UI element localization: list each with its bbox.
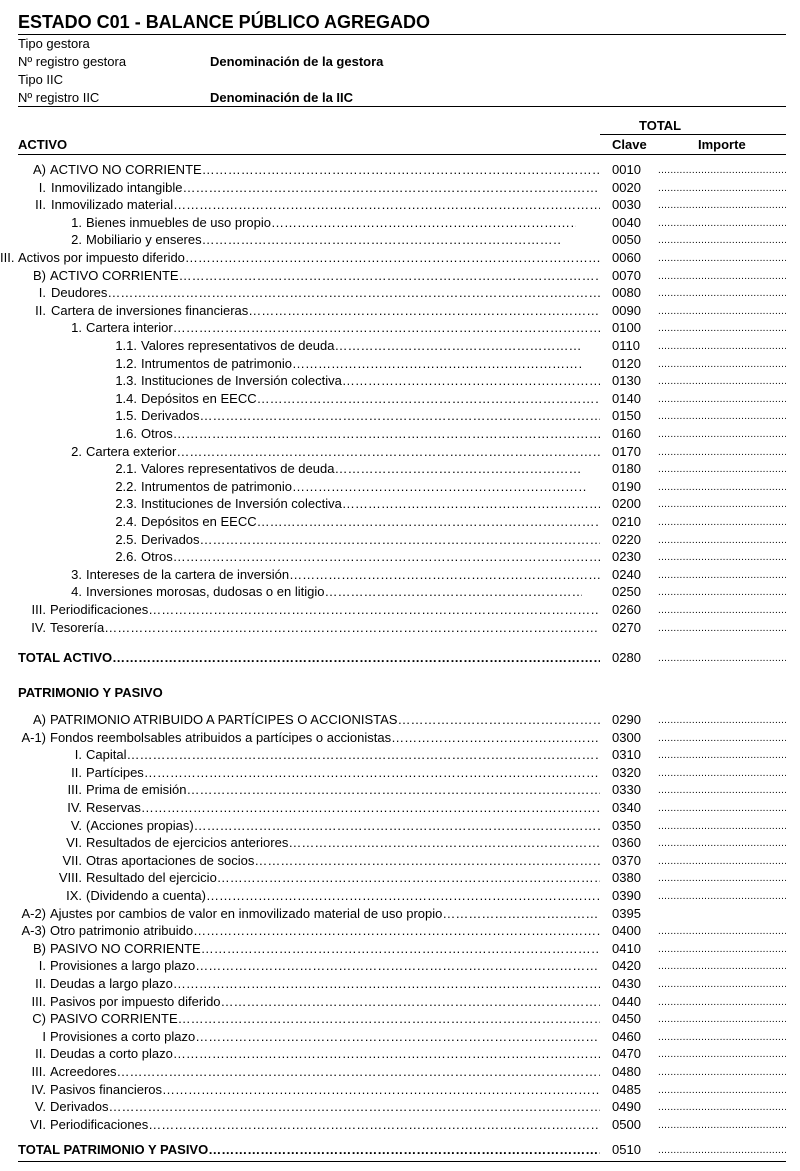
header-label-tipo-iic: Tipo IIC	[18, 72, 64, 87]
title-rule	[18, 34, 786, 35]
total-header-rule	[600, 134, 786, 135]
row-label: Instituciones de Inversión colectiva …………………………………………………………………………………………………………………………………………………………………………	[141, 496, 600, 511]
importe-field[interactable]	[658, 376, 786, 387]
row-label: Deudas a largo plazo …………………………………………………………………………………………………………………………………………………………………………	[50, 976, 600, 991]
row-prefix: III.	[31, 1064, 46, 1079]
row-prefix: B)	[33, 940, 46, 956]
row-clave: 0380	[612, 870, 641, 886]
importe-field[interactable]	[658, 200, 786, 211]
row-prefix: VI.	[66, 835, 82, 851]
row-clave: 0430	[612, 976, 641, 991]
row-clave: 0480	[612, 1064, 641, 1079]
row-prefix: VI.	[30, 1116, 46, 1132]
row-clave: 0310	[612, 747, 641, 763]
row-clave: 0200	[612, 496, 641, 512]
row-prefix: B)	[33, 267, 46, 283]
table-row	[0, 888, 800, 906]
row-label: Partícipes …………………………………………………………………………………………………………………………………………………………………………	[86, 765, 600, 780]
row-prefix: I.	[38, 958, 46, 974]
table-row	[0, 976, 800, 994]
table-row	[0, 496, 800, 514]
importe-field[interactable]	[658, 535, 786, 546]
row-label: Fondos reembolsables atribuidos a partícipes o accionistas …………………………………………………………………………………………………………………………………………………………………………	[50, 730, 600, 745]
importe-field[interactable]	[658, 1085, 786, 1096]
table-row	[0, 426, 800, 444]
row-prefix: 2.6.	[115, 549, 137, 565]
table-row	[0, 835, 800, 853]
table-row	[0, 408, 800, 426]
row-clave: 0180	[612, 461, 641, 477]
importe-field[interactable]	[658, 997, 786, 1008]
row-label: TOTAL ACTIVO …………………………………………………………………………………………………………………………………………………………………………	[18, 650, 600, 665]
importe-field[interactable]	[658, 653, 786, 664]
row-prefix: V.	[34, 1099, 46, 1115]
importe-field[interactable]	[658, 411, 786, 422]
header-label-registro-gestora: Nº registro gestora	[18, 54, 127, 69]
table-row	[0, 461, 800, 479]
row-prefix: II.	[35, 197, 46, 213]
importe-field[interactable]	[658, 429, 786, 440]
table-row	[0, 162, 800, 180]
row-clave: 0210	[612, 514, 641, 529]
row-prefix: A)	[33, 712, 46, 727]
importe-column-header: Importe	[698, 137, 746, 152]
importe-field[interactable]	[658, 1145, 786, 1156]
importe-field[interactable]	[658, 733, 786, 744]
row-label: Activos por impuesto diferido …………………………………………………………………………………………………………………………………………………………………………	[18, 250, 600, 265]
importe-field[interactable]	[658, 341, 786, 352]
row-label: ACTIVO CORRIENTE …………………………………………………………………………………………………………………………………………………………………………	[50, 268, 600, 283]
row-label: Inversiones morosas, dudosas o en litigio …………………………………………………………………………………………………………………………………………………………………………	[86, 584, 582, 599]
row-label: Acreedores …………………………………………………………………………………………………………………………………………………………………………	[50, 1064, 600, 1079]
table-row	[0, 853, 800, 871]
row-label: Instituciones de Inversión colectiva …………………………………………………………………………………………………………………………………………………………………………	[141, 373, 600, 388]
row-label: PASIVO NO CORRIENTE …………………………………………………………………………………………………………………………………………………………………………	[50, 941, 600, 956]
importe-field[interactable]	[658, 235, 786, 246]
importe-field[interactable]	[658, 359, 786, 370]
row-label: PASIVO CORRIENTE …………………………………………………………………………………………………………………………………………………………………………	[50, 1011, 600, 1026]
header-value-iic: Denominación de la IIC	[210, 90, 354, 105]
table-row	[0, 180, 800, 198]
row-label: Pasivos financieros …………………………………………………………………………………………………………………………………………………………………………	[50, 1082, 600, 1097]
row-label: Depósitos en EECC …………………………………………………………………………………………………………………………………………………………………………	[141, 391, 600, 406]
row-prefix: 2.	[71, 443, 82, 459]
table-row	[0, 818, 800, 836]
importe-field[interactable]	[658, 464, 786, 475]
row-clave: 0150	[612, 408, 641, 424]
row-label: Resultado del ejercicio …………………………………………………………………………………………………………………………………………………………………………	[86, 870, 600, 885]
row-label: TOTAL PATRIMONIO Y PASIVO …………………………………………………………………………………………………………………………………………………………………………	[18, 1142, 600, 1157]
importe-field[interactable]	[658, 517, 786, 528]
row-prefix: A-3)	[21, 923, 46, 939]
row-clave: 0090	[612, 302, 641, 318]
row-label: Cartera interior …………………………………………………………………………………………………………………………………………………………………………	[86, 320, 600, 335]
row-clave: 0280	[612, 650, 641, 665]
importe-field[interactable]	[658, 587, 786, 598]
row-label: Cartera exterior …………………………………………………………………………………………………………………………………………………………………………	[86, 444, 600, 459]
row-prefix: 2.	[71, 232, 82, 248]
importe-field[interactable]	[658, 253, 786, 264]
row-clave: 0110	[612, 338, 640, 353]
row-clave: 0230	[612, 549, 641, 565]
row-prefix: IX.	[66, 888, 82, 903]
row-label: Mobiliario y enseres …………………………………………………………………………………………………………………………………………………………………………	[86, 232, 562, 247]
table-row	[0, 391, 800, 409]
table-row	[0, 800, 800, 818]
row-clave: 0270	[612, 619, 641, 635]
importe-field[interactable]	[658, 785, 786, 796]
row-label: Intrumentos de patrimonio …………………………………………………………………………………………………………………………………………………………………………	[141, 479, 588, 494]
row-prefix: 2.4.	[115, 514, 137, 529]
row-clave: 0400	[612, 923, 641, 939]
table-row	[0, 356, 800, 374]
row-prefix: VII.	[62, 852, 82, 868]
importe-field[interactable]	[658, 447, 786, 458]
row-prefix: IV.	[67, 800, 82, 815]
importe-field[interactable]	[658, 768, 786, 779]
row-prefix: 1.	[71, 320, 82, 336]
table-row	[0, 1117, 800, 1135]
importe-field[interactable]	[658, 183, 786, 194]
importe-field[interactable]	[658, 1032, 786, 1043]
table-row	[0, 602, 800, 620]
row-label: Provisiones a largo plazo …………………………………………………………………………………………………………………………………………………………………………	[50, 958, 600, 973]
importe-field[interactable]	[658, 944, 786, 955]
row-clave: 0080	[612, 285, 641, 301]
table-row	[0, 1064, 800, 1082]
row-clave: 0330	[612, 782, 641, 798]
row-clave: 0040	[612, 214, 641, 230]
table-row	[0, 620, 800, 638]
row-clave: 0130	[612, 373, 641, 389]
table-row	[0, 479, 800, 497]
row-prefix: 1.2.	[115, 355, 137, 371]
table-row	[0, 373, 800, 391]
total-activo-row	[0, 650, 800, 668]
row-clave: 0250	[612, 584, 641, 600]
importe-field[interactable]	[658, 979, 786, 990]
row-clave: 0395	[612, 905, 641, 921]
importe-field[interactable]	[658, 1014, 786, 1025]
row-label: Prima de emisión …………………………………………………………………………………………………………………………………………………………………………	[86, 782, 600, 797]
importe-field[interactable]	[658, 891, 786, 902]
row-clave: 0320	[612, 764, 641, 780]
importe-field[interactable]	[658, 605, 786, 616]
row-clave: 0450	[612, 1011, 641, 1027]
table-row	[0, 765, 800, 783]
row-prefix: I.	[38, 285, 46, 301]
row-prefix: A-2)	[21, 905, 46, 921]
row-prefix: I.	[74, 747, 82, 763]
row-label: PATRIMONIO ATRIBUIDO A PARTÍCIPES O ACCIONISTAS …………………………………………………………………………………………………………………………………………………………………………	[50, 712, 600, 727]
header-value-gestora: Denominación de la gestora	[210, 54, 384, 69]
importe-field[interactable]	[658, 821, 786, 832]
row-prefix: III.	[0, 250, 15, 265]
clave-column-header: Clave	[612, 137, 647, 152]
importe-field[interactable]	[658, 323, 786, 334]
activo-rule	[18, 154, 786, 155]
row-clave: 0050	[612, 232, 641, 248]
page-title: ESTADO C01 - BALANCE PÚBLICO AGREGADO	[18, 12, 431, 32]
row-label: Provisiones a corto plazo …………………………………………………………………………………………………………………………………………………………………………	[50, 1029, 600, 1044]
total-column-header: TOTAL	[639, 118, 682, 133]
row-label: Capital …………………………………………………………………………………………………………………………………………………………………………	[86, 747, 600, 762]
row-label: Intereses de la cartera de inversión …………………………………………………………………………………………………………………………………………………………………………	[86, 567, 600, 582]
row-prefix: I	[42, 1028, 46, 1044]
table-row	[0, 782, 800, 800]
table-row	[0, 514, 800, 532]
row-label: Deudas a corto plazo …………………………………………………………………………………………………………………………………………………………………………	[50, 1046, 600, 1061]
table-row	[0, 584, 800, 602]
row-prefix: III.	[31, 993, 46, 1009]
row-label: Otro patrimonio atribuido …………………………………………………………………………………………………………………………………………………………………………	[50, 923, 600, 938]
row-clave: 0140	[612, 390, 641, 406]
row-clave: 0485	[612, 1081, 641, 1097]
row-prefix: II.	[35, 302, 46, 318]
importe-field[interactable]	[658, 856, 786, 867]
importe-field[interactable]	[658, 838, 786, 849]
row-clave: 0410	[612, 940, 641, 956]
importe-field[interactable]	[658, 218, 786, 229]
row-clave: 0170	[612, 443, 641, 459]
row-clave: 0350	[612, 817, 641, 833]
row-prefix: 1.5.	[115, 408, 137, 424]
importe-field[interactable]	[658, 715, 786, 726]
row-label: Reservas …………………………………………………………………………………………………………………………………………………………………………	[86, 800, 600, 815]
bottom-rule	[18, 1161, 786, 1162]
row-clave: 0420	[612, 958, 641, 974]
row-clave: 0120	[612, 355, 641, 371]
row-label: Otros …………………………………………………………………………………………………………………………………………………………………………	[141, 549, 600, 564]
row-label: Otros …………………………………………………………………………………………………………………………………………………………………………	[141, 426, 600, 441]
row-prefix: IV.	[31, 619, 46, 635]
row-clave: 0240	[612, 566, 641, 582]
table-row	[0, 1029, 800, 1047]
row-prefix: A-1)	[21, 729, 46, 745]
table-row	[0, 1099, 800, 1117]
table-row	[0, 958, 800, 976]
table-row	[0, 268, 800, 286]
row-clave: 0300	[612, 729, 641, 745]
table-row	[0, 549, 800, 567]
importe-field[interactable]	[658, 552, 786, 563]
row-clave: 0010	[612, 162, 641, 177]
row-label: Inmovilizado material …………………………………………………………………………………………………………………………………………………………………………	[51, 197, 600, 212]
table-row	[0, 994, 800, 1012]
section-patrimonio: PATRIMONIO Y PASIVO	[18, 685, 163, 700]
row-prefix: 2.5.	[115, 531, 137, 547]
row-label: Valores representativos de deuda …………………………………………………………………………………………………………………………………………………………………………	[141, 338, 582, 353]
row-clave: 0510	[612, 1142, 641, 1157]
row-clave: 0340	[612, 800, 641, 815]
row-label: Valores representativos de deuda …………………………………………………………………………………………………………………………………………………………………………	[141, 461, 582, 476]
importe-field[interactable]	[658, 1067, 786, 1078]
table-row	[0, 215, 800, 233]
table-row	[0, 197, 800, 215]
table-row	[0, 923, 800, 941]
total-patrimonio-row	[0, 1142, 800, 1160]
importe-field[interactable]	[658, 623, 786, 634]
row-clave: 0030	[612, 197, 641, 213]
row-label: Derivados …………………………………………………………………………………………………………………………………………………………………………	[141, 532, 600, 547]
row-prefix: A)	[33, 162, 46, 177]
row-clave: 0260	[612, 602, 641, 617]
row-label: Cartera de inversiones financieras …………………………………………………………………………………………………………………………………………………………………………	[51, 303, 600, 318]
row-label: Bienes inmuebles de uso propio …………………………………………………………………………………………………………………………………………………………………………	[86, 215, 576, 230]
row-label: Resultados de ejercicios anteriores …………………………………………………………………………………………………………………………………………………………………………	[86, 835, 600, 850]
row-clave: 0390	[612, 888, 641, 903]
row-clave: 0360	[612, 835, 641, 851]
row-label: Ajustes por cambios de valor en inmovilizado material de uso propio …………………………………………………………………………………………………………………………………………………………………………	[50, 906, 600, 921]
importe-field[interactable]	[658, 394, 786, 405]
table-row	[0, 320, 800, 338]
row-label: Derivados …………………………………………………………………………………………………………………………………………………………………………	[50, 1099, 600, 1114]
row-prefix: 4.	[71, 584, 82, 600]
row-clave: 0490	[612, 1099, 641, 1115]
table-row	[0, 285, 800, 303]
importe-field[interactable]	[658, 288, 786, 299]
row-prefix: 2.1.	[115, 461, 137, 477]
importe-field[interactable]	[658, 1049, 786, 1060]
table-row	[0, 730, 800, 748]
header-rule	[18, 106, 786, 107]
row-clave: 0370	[612, 852, 641, 868]
table-row	[0, 532, 800, 550]
table-row	[0, 567, 800, 585]
row-clave: 0160	[612, 426, 641, 441]
table-row	[0, 232, 800, 250]
header-label-registro-iic: Nº registro IIC	[18, 90, 100, 105]
row-prefix: 3.	[71, 566, 82, 582]
row-label: Intrumentos de patrimonio …………………………………………………………………………………………………………………………………………………………………………	[141, 356, 582, 371]
row-prefix: 1.	[71, 214, 82, 230]
row-prefix: II.	[35, 1046, 46, 1062]
row-prefix: VIII.	[58, 870, 82, 886]
row-prefix: 2.3.	[115, 496, 137, 512]
row-clave: 0440	[612, 993, 641, 1009]
row-label: Tesorería …………………………………………………………………………………………………………………………………………………………………………	[50, 620, 600, 635]
table-row	[0, 1082, 800, 1100]
importe-field[interactable]	[658, 926, 786, 937]
row-prefix: 2.2.	[115, 478, 137, 494]
table-row	[0, 1011, 800, 1029]
importe-field[interactable]	[658, 1120, 786, 1131]
table-row	[0, 747, 800, 765]
row-label: Pasivos por impuesto diferido …………………………………………………………………………………………………………………………………………………………………………	[50, 994, 600, 1009]
row-prefix: 1.4.	[115, 390, 137, 406]
row-clave: 0060	[612, 250, 641, 265]
importe-field[interactable]	[658, 961, 786, 972]
row-label: Periodificaciones …………………………………………………………………………………………………………………………………………………………………………	[50, 602, 600, 617]
row-clave: 0100	[612, 320, 641, 336]
importe-field[interactable]	[658, 750, 786, 761]
row-prefix: V.	[70, 817, 82, 833]
importe-field[interactable]	[658, 570, 786, 581]
row-prefix: 1.3.	[115, 373, 137, 389]
importe-field[interactable]	[658, 1102, 786, 1113]
importe-field[interactable]	[658, 165, 786, 176]
table-row	[0, 870, 800, 888]
importe-field[interactable]	[658, 306, 786, 317]
row-label: Derivados …………………………………………………………………………………………………………………………………………………………………………	[141, 408, 600, 423]
header-label-tipo-gestora: Tipo gestora	[18, 36, 90, 51]
row-label: Periodificaciones …………………………………………………………………………………………………………………………………………………………………………	[50, 1117, 600, 1132]
row-clave: 0470	[612, 1046, 641, 1062]
table-row	[0, 338, 800, 356]
importe-field[interactable]	[658, 482, 786, 493]
table-row	[0, 712, 800, 730]
row-prefix: IV.	[31, 1081, 46, 1097]
row-label: Deudores …………………………………………………………………………………………………………………………………………………………………………	[51, 285, 600, 300]
table-row	[0, 941, 800, 959]
row-prefix: 1.6.	[115, 426, 137, 441]
table-row	[0, 303, 800, 321]
importe-field[interactable]	[658, 499, 786, 510]
row-label: (Dividendo a cuenta) …………………………………………………………………………………………………………………………………………………………………………	[86, 888, 600, 903]
row-clave: 0190	[612, 478, 641, 494]
table-row	[0, 250, 800, 268]
section-activo: ACTIVO	[18, 137, 68, 152]
row-prefix: C)	[32, 1011, 46, 1027]
table-row	[0, 906, 800, 924]
row-clave: 0020	[612, 179, 641, 195]
row-prefix: III.	[67, 782, 82, 798]
row-prefix: II.	[71, 764, 82, 780]
row-clave: 0500	[612, 1116, 641, 1132]
importe-field[interactable]	[658, 873, 786, 884]
row-label: Depósitos en EECC …………………………………………………………………………………………………………………………………………………………………………	[141, 514, 600, 529]
row-prefix: II.	[35, 976, 46, 991]
row-label: (Acciones propias) …………………………………………………………………………………………………………………………………………………………………………	[86, 818, 600, 833]
row-prefix: I.	[38, 179, 46, 195]
row-clave: 0290	[612, 712, 641, 727]
row-label: ACTIVO NO CORRIENTE …………………………………………………………………………………………………………………………………………………………………………	[50, 162, 600, 177]
importe-field[interactable]	[658, 271, 786, 282]
row-clave: 0070	[612, 267, 641, 283]
row-label: Otras aportaciones de socios …………………………………………………………………………………………………………………………………………………………………………	[86, 853, 600, 868]
table-row	[0, 444, 800, 462]
row-clave: 0460	[612, 1028, 641, 1044]
row-prefix: III.	[31, 602, 46, 617]
row-prefix: 1.1.	[115, 338, 137, 353]
importe-field[interactable]	[658, 803, 786, 814]
row-clave: 0220	[612, 531, 641, 547]
table-row	[0, 1046, 800, 1064]
row-label: Inmovilizado intangible …………………………………………………………………………………………………………………………………………………………………………	[51, 180, 600, 195]
